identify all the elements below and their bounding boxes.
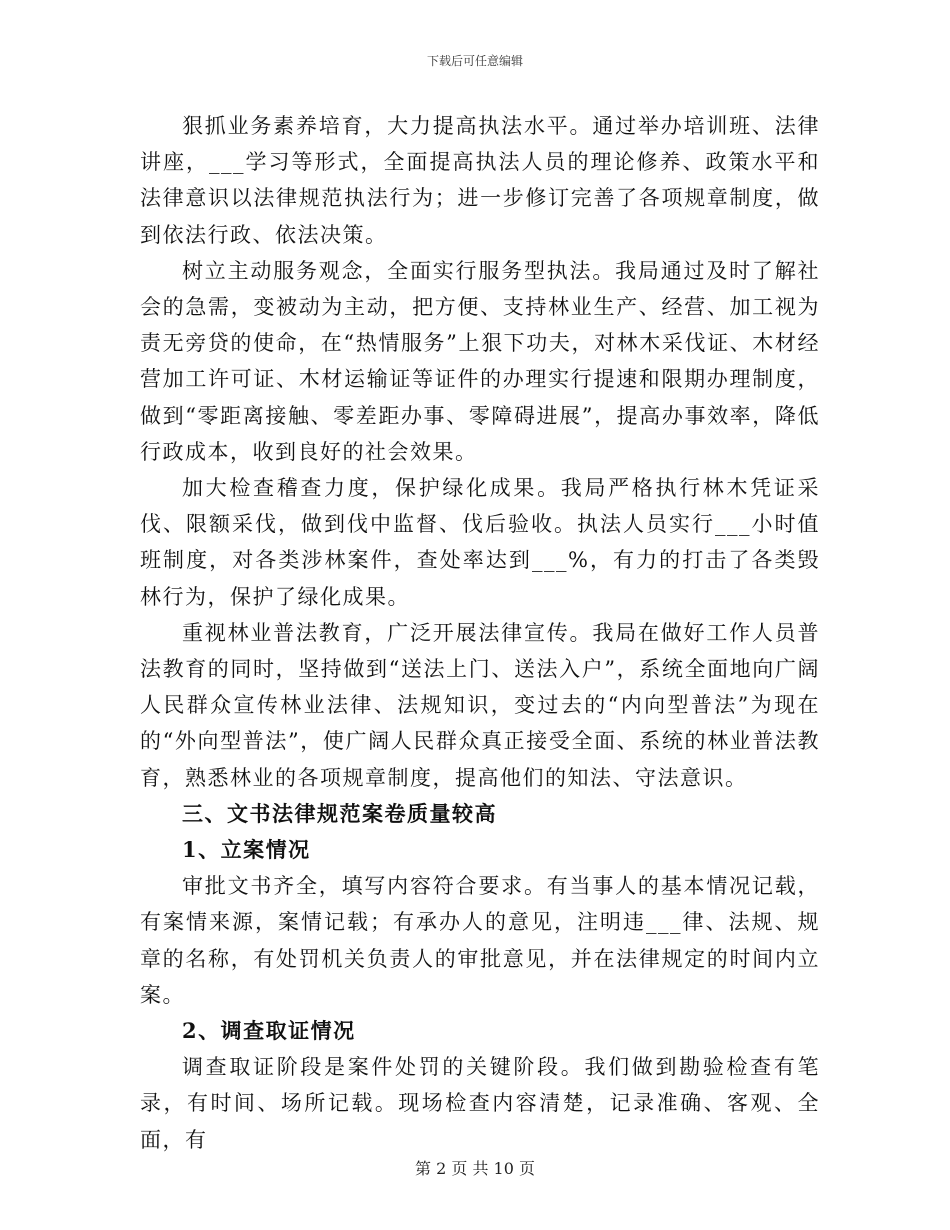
paragraph-case-filing: 审批文书齐全，填写内容符合要求。有当事人的基本情况记载，有案情来源，案情记载；有承办人的意见，注明违___律、法规、规章的名称，有处罚机关负责人的审批意见，并在法律规定的时间内立案。 [140, 874, 820, 1007]
subheading-case-filing: 1、立案情况 [182, 837, 311, 863]
paragraph-investigation: 调查取证阶段是案件处罚的关键阶段。我们做到勘验检查有笔录，有时间、场所记载。现场检查内容清楚，记录准确、客观、全面，有 [140, 1055, 820, 1152]
page-number: 第 2 页 共 10 页 [415, 1159, 535, 1178]
subheading-investigation: 2、调查取证情况 [182, 1018, 356, 1044]
page-header-note: 下载后可任意编辑 [426, 54, 523, 68]
paragraph-service: 树立主动服务观念，全面实行服务型执法。我局通过及时了解社会的急需，变被动为主动，把方便、支持林业生产、经营、加工视为责无旁贷的使命，在“热情服务”上狠下功夫，对林木采伐证、木材经营加工许可证、木材运输证等证件的办理实行提速和限期办理制度，做到“零距离接触、零差距办事、零障碍进展”，提高办事效率，降低行政成本，收到良好的社会效果。 [140, 258, 820, 464]
paragraph-legal-education: 重视林业普法教育，广泛开展法律宣传。我局在做好工作人员普法教育的同时，坚持做到“送法上门、送法入户”，系统全面地向广阔人民群众宣传林业法律、法规知识，变过去的“内向型普法”为现在的“外向型普法”，使广阔人民群众真正接受全面、系统的林业普法教育，熟悉林业的各项规章制度，提高他们的知法、守法意识。 [140, 620, 820, 790]
document-body [140, 108, 820, 1158]
section-heading-documents: 三、文书法律规范案卷质量较高 [182, 800, 497, 826]
paragraph-training: 狠抓业务素养培育，大力提高执法水平。通过举办培训班、法律讲座，___学习等形式，全面提高执法人员的理论修养、政策水平和法律意识以法律规范执法行为；进一步修订完善了各项规章制度，做到依法行政、依法决策。 [140, 114, 820, 247]
paragraph-inspection: 加大检查稽查力度，保护绿化成果。我局严格执行林木凭证采伐、限额采伐，做到伐中监督、伐后验收。执法人员实行___小时值班制度，对各类涉林案件，查处率达到___%，有力的打击了各类毁林行为，保护了绿化成果。 [140, 476, 820, 609]
